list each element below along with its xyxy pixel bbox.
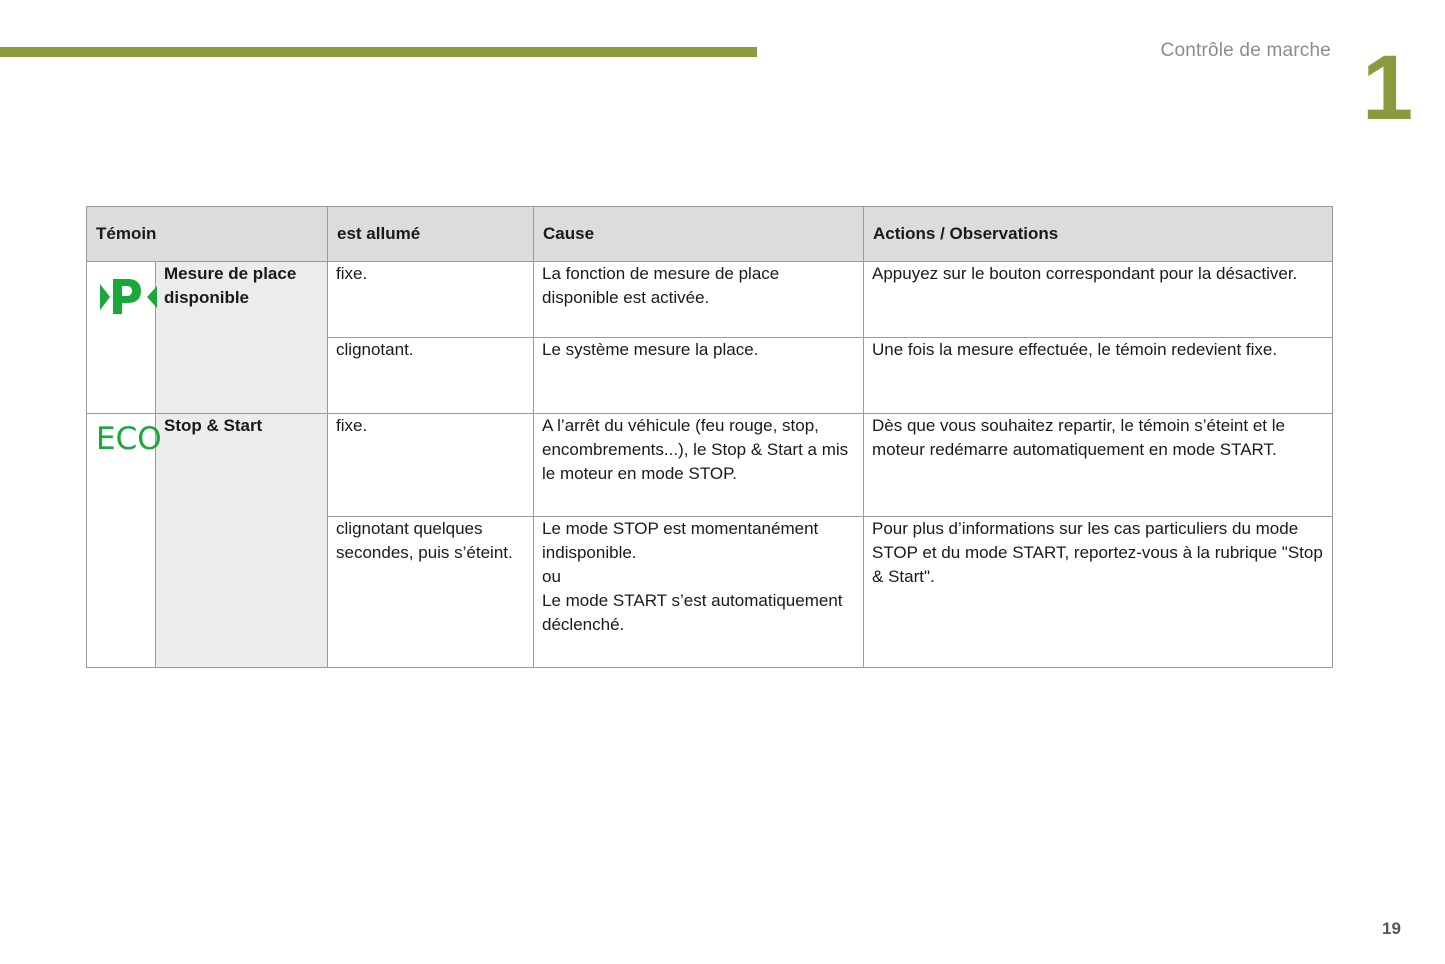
header-temoin: Témoin: [87, 207, 328, 262]
cause-line: Le mode START s’est automatiquement déclenché.: [542, 591, 843, 634]
state-cell: clignotant quelques secondes, puis s’éteint.: [328, 517, 534, 668]
top-accent-bar: [0, 47, 757, 57]
actions-cell: Dès que vous souhaitez repartir, le témoin s’éteint et le moteur redémarre automatiquement en mode START.: [864, 414, 1333, 517]
name-cell-park: Mesure de place disponible: [156, 262, 328, 414]
header-est-allume: est allumé: [328, 207, 534, 262]
svg-text:ECO: ECO: [96, 421, 162, 454]
warning-light-table: [86, 206, 1333, 668]
state-cell: fixe.: [328, 414, 534, 517]
cause-line: ou: [542, 567, 561, 586]
header-cause: Cause: [534, 207, 864, 262]
icon-cell-park: [87, 262, 156, 414]
header-actions: Actions / Observations: [864, 207, 1333, 262]
icon-cell-eco: [87, 414, 162, 668]
cause-cell: A l’arrêt du véhicule (feu rouge, stop, encombrements...), le Stop & Start a mis le moteur en mode STOP.: [534, 414, 864, 517]
actions-cell: Pour plus d’informations sur les cas particuliers du mode STOP et du mode START, reportez-vous à la rubrique "Stop & Start".: [864, 517, 1333, 668]
actions-cell: Appuyez sur le bouton correspondant pour la désactiver.: [864, 262, 1333, 338]
table-row: [87, 414, 1333, 517]
table-row: [87, 262, 1333, 338]
state-cell: clignotant.: [328, 338, 534, 414]
state-cell: fixe.: [328, 262, 534, 338]
name-cell-stop-start: Stop & Start: [156, 414, 328, 668]
cause-cell: La fonction de mesure de place disponible est activée.: [534, 262, 864, 338]
cause-cell: Le système mesure la place.: [534, 338, 864, 414]
park-assist-icon: [95, 274, 147, 318]
chapter-number: 1: [1362, 37, 1414, 139]
table-header-row: [87, 207, 1333, 262]
actions-cell: Une fois la mesure effectuée, le témoin redevient fixe.: [864, 338, 1333, 414]
cause-line: Le mode STOP est momentanément indisponible.: [542, 519, 819, 562]
eco-icon: [95, 418, 162, 454]
section-title: Contrôle de marche: [1160, 40, 1331, 61]
page-number: 19: [1382, 919, 1401, 938]
cause-cell: [534, 517, 864, 668]
